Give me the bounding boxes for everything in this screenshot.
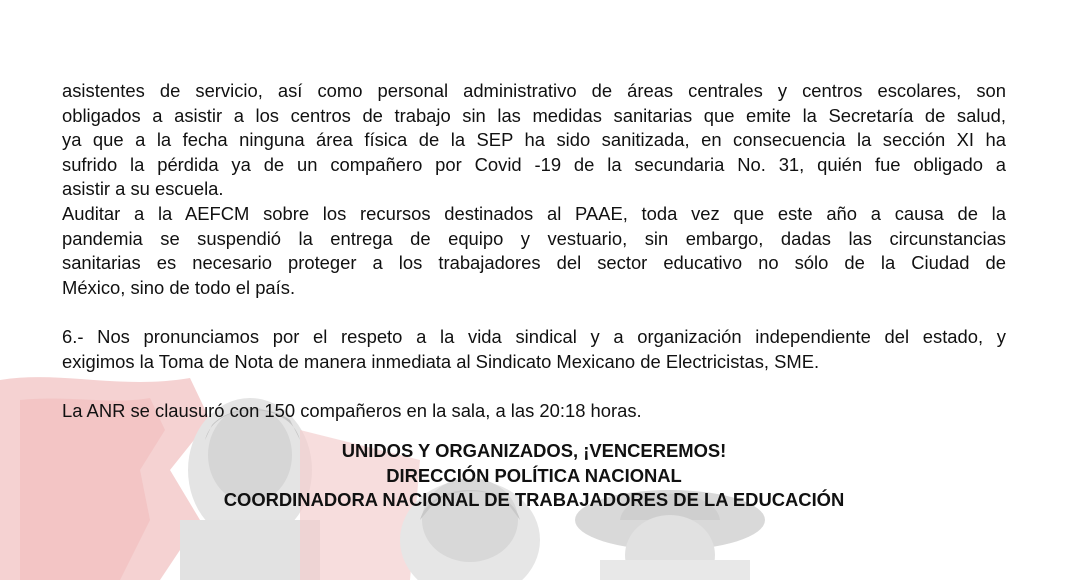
paragraph-audit-aefcm [62, 202, 1006, 300]
text-line: sufrido la pérdida ya de un compañero por Covid -19 de la secundaria No. 31, quién fue obligado a [62, 153, 1006, 175]
text-line: La ANR se clausuró con 150 compañeros en la sala, a las 20:18 horas. [62, 399, 642, 421]
document-body [62, 79, 1006, 423]
text-line: exigimos la Toma de Nota de manera inmediata al Sindicato Mexicano de Electricistas, SME. [62, 350, 820, 372]
text-line: asistir a su escuela. [62, 178, 224, 200]
text-line: sanitarias es necesario proteger a los trabajadores del sector educativo no sólo de la Ciudad de [62, 252, 1006, 274]
closing-slogan: UNIDOS Y ORGANIZADOS, ¡VENCEREMOS! [341, 440, 727, 461]
closing-organization: COORDINADORA NACIONAL DE TRABAJADORES DE LA EDUCACIÓN [223, 489, 845, 511]
paragraph-point-6 [62, 325, 1006, 374]
closing-signature [0, 439, 1068, 513]
text-line: obligados a asistir a los centros de trabajo sin las medidas sanitarias que emite la Secretaría de salud, [62, 104, 1006, 126]
paragraph-spacer [62, 374, 1006, 399]
paragraph-staff-conditions [62, 79, 1006, 202]
text-line: México, sino de todo el país. [62, 276, 296, 298]
closing-direction: DIRECCIÓN POLÍTICA NACIONAL [386, 464, 682, 486]
text-line: ya que a la fecha ninguna área física de la SEP ha sido sanitizada, en consecuencia la sección XI ha [62, 129, 1006, 151]
paragraph-spacer [62, 300, 1006, 325]
text-line: pandemia se suspendió la entrega de equipo y vestuario, sin embargo, dadas las circunstancias [62, 227, 1006, 249]
paragraph-closing-session [62, 399, 1006, 424]
text-line: Auditar a la AEFCM sobre los recursos destinados al PAAE, toda vez que este año a causa de la [62, 202, 1006, 224]
text-line: asistentes de servicio, así como personal administrativo de áreas centrales y centros escolares, son [62, 80, 1006, 101]
text-line: 6.- Nos pronunciamos por el respeto a la vida sindical y a organización independiente del estado, y [62, 325, 1006, 347]
